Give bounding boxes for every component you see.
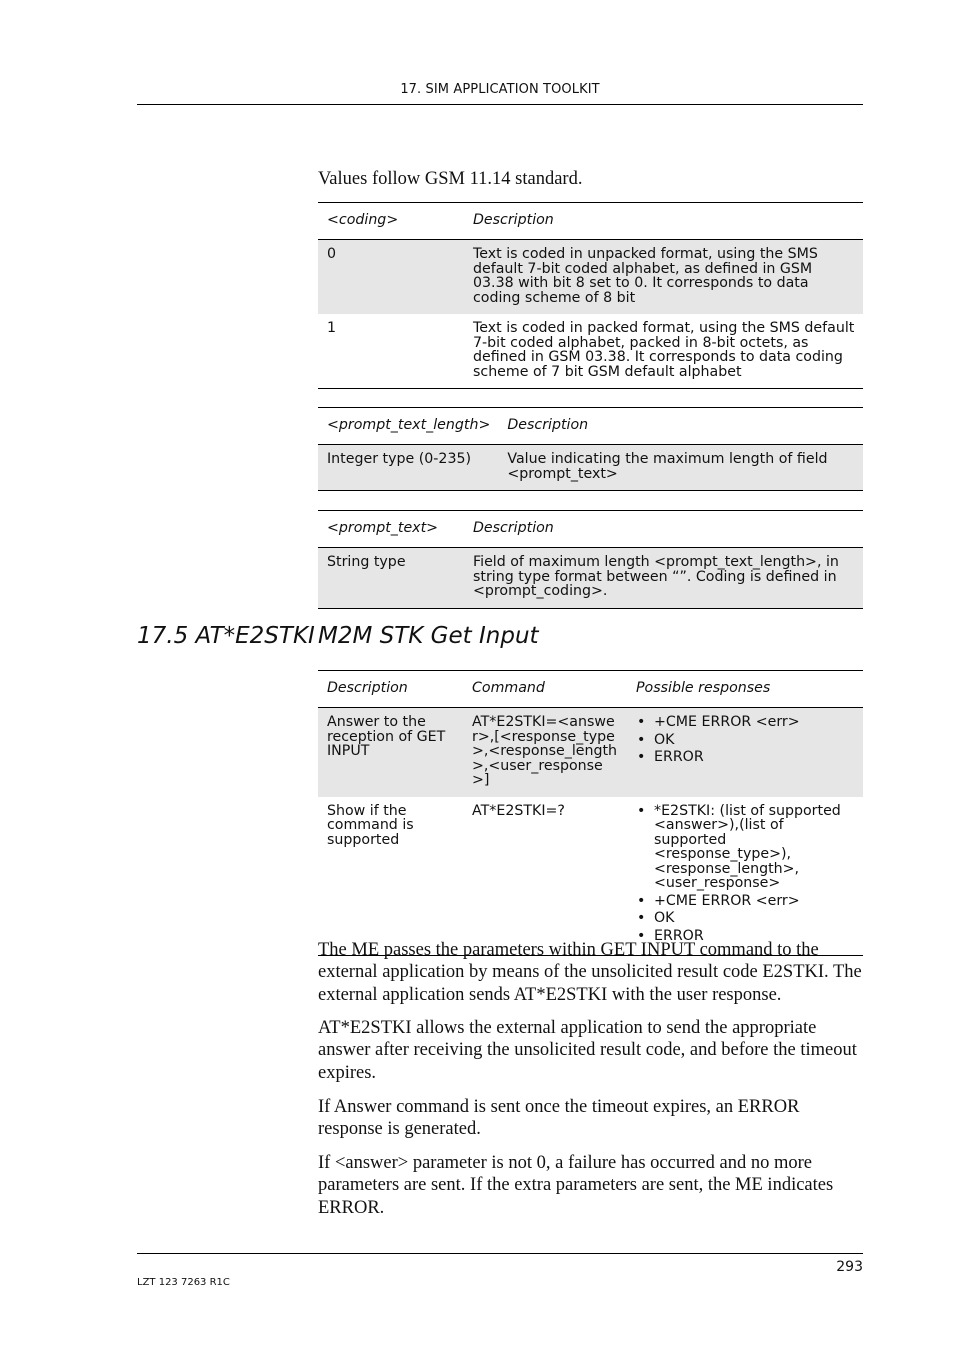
body-paragraph: AT*E2STKI allows the external application to send the appropriate answer after receiving the unsolicited result code, and before the timeout expires. bbox=[318, 1018, 857, 1083]
column-header: Command bbox=[463, 671, 627, 708]
list-item: • +CME ERROR <err> bbox=[636, 894, 855, 909]
list-item: • OK bbox=[636, 911, 855, 926]
body-paragraph: If <answer> parameter is not 0, a failure has occurred and no more parameters are sent. If the extra parameters are sent, the ME indicates ERROR. bbox=[318, 1153, 834, 1218]
column-header: <coding> bbox=[318, 203, 464, 240]
table-cell: AT*E2STKI=? bbox=[463, 797, 627, 956]
list-item: • ERROR bbox=[636, 929, 855, 944]
body-paragraph: The ME passes the parameters within GET INPUT command to the external application by means of the unsolicited result code E2STKI. The external application sends AT*E2STKI with the user response. bbox=[318, 940, 862, 1005]
column-header: <prompt_text> bbox=[318, 511, 464, 548]
table-cell bbox=[627, 708, 863, 797]
table-cell: 0 bbox=[318, 240, 464, 315]
list-item: • *E2STKI: (list of supported <answer>),(list of supported <response_type>),<response_length>,<user_response> bbox=[636, 804, 855, 891]
header-rule bbox=[137, 104, 863, 105]
command-text: AT*E2STKI=<answer>,[<response_type>,<response_length>,<user_response>] bbox=[472, 714, 618, 788]
table-row bbox=[318, 445, 863, 491]
table-cell: Answer to the reception of GET INPUT bbox=[318, 708, 463, 797]
document-code: LZT 123 7263 R1C bbox=[137, 1277, 230, 1288]
table-header-row bbox=[318, 511, 863, 548]
table-row bbox=[318, 314, 863, 389]
table-cell bbox=[627, 797, 863, 956]
column-header: Description bbox=[464, 511, 863, 548]
section-title: M2M STK Get Input bbox=[318, 623, 539, 649]
footer-rule bbox=[137, 1253, 863, 1254]
response-list bbox=[636, 715, 855, 765]
running-header: 17. SIM APPLICATION TOOLKIT bbox=[400, 82, 600, 97]
table-cell: Text is coded in unpacked format, using the SMS default 7-bit coded alphabet, as defined in GSM 03.38 with bit 8 set to 0. It corresponds to data coding scheme of 8 bit bbox=[464, 240, 863, 315]
table-cell: 1 bbox=[318, 314, 464, 389]
page-number: 293 bbox=[836, 1259, 863, 1275]
table-cell: Value indicating the maximum length of field <prompt_text> bbox=[498, 445, 863, 491]
table-header-row bbox=[318, 203, 863, 240]
table-cell: Text is coded in packed format, using the SMS default 7-bit coded alphabet, packed in 8-bit octets, as defined in GSM 03.38. It corresponds to data coding scheme of 7 bit GSM default alphabet bbox=[464, 314, 863, 389]
coding-table bbox=[318, 202, 863, 389]
table-header-row bbox=[318, 408, 863, 445]
prompt-text-table bbox=[318, 510, 863, 609]
table-cell: Show if the command is supported bbox=[318, 797, 463, 956]
response-list bbox=[636, 804, 855, 944]
table-header-row bbox=[318, 671, 863, 708]
column-header: Description bbox=[464, 203, 863, 240]
table-row bbox=[318, 797, 863, 956]
list-item: • +CME ERROR <err> bbox=[636, 715, 855, 730]
column-header: <prompt_text_length> bbox=[318, 408, 498, 445]
column-header: Possible responses bbox=[627, 671, 863, 708]
table-cell: Integer type (0-235) bbox=[318, 445, 498, 491]
table-row bbox=[318, 240, 863, 315]
column-header: Description bbox=[318, 671, 463, 708]
body-paragraph: If Answer command is sent once the timeout expires, an ERROR response is generated. bbox=[318, 1097, 800, 1140]
list-item: • ERROR bbox=[636, 750, 855, 765]
prompt-text-length-table bbox=[318, 407, 863, 491]
table-cell bbox=[463, 708, 627, 797]
table-row bbox=[318, 708, 863, 797]
column-header: Description bbox=[498, 408, 863, 445]
table-cell: String type bbox=[318, 548, 464, 609]
table-cell: Field of maximum length <prompt_text_length>, in string type format between “”. Coding is defined in <prompt_coding>. bbox=[464, 548, 863, 609]
section-number: 17.5 AT*E2STKI bbox=[137, 623, 315, 649]
list-item: • OK bbox=[636, 733, 855, 748]
intro-text: Values follow GSM 11.14 standard. bbox=[318, 169, 583, 189]
command-table bbox=[318, 670, 863, 956]
table-row bbox=[318, 548, 863, 609]
